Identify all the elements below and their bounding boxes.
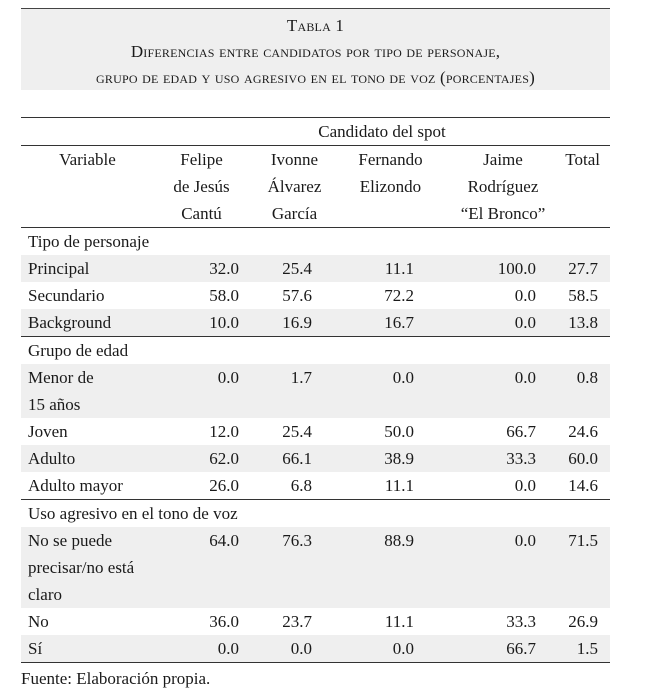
candidate-header-row [21, 146, 610, 228]
cell-value: 23.7 [282, 612, 312, 631]
section-header-row [21, 500, 610, 528]
cell-value: 16.7 [340, 309, 441, 337]
cell-value: 38.9 [340, 445, 441, 472]
cell-value: 1.7 [249, 364, 340, 418]
candidate-header: Jaime Rodríguez “El Bronco” [460, 150, 546, 223]
cell-value: 0.0 [154, 635, 249, 663]
cell-value: 0.0 [340, 635, 441, 663]
section-header-row [21, 228, 610, 256]
cell-value: 76.3 [249, 527, 340, 608]
section-title: Tipo de personaje [28, 232, 150, 251]
table-row [21, 364, 610, 418]
cell-value: 57.6 [282, 286, 312, 305]
cell-value: 26.9 [568, 612, 598, 631]
source-note: Fuente: Elaboración propia. [21, 669, 211, 688]
cell-value: 11.1 [384, 476, 414, 495]
section-header-row [21, 337, 610, 365]
table-row [21, 472, 610, 500]
cell-value: 0.0 [340, 364, 441, 418]
cell-value: 66.7 [441, 635, 565, 663]
cell-value: 0.8 [565, 364, 610, 418]
table-row [21, 608, 610, 635]
cell-value: 24.6 [568, 422, 598, 441]
table-row [21, 282, 610, 309]
table-title-line-2: grupo de edad y uso agresivo en el tono de voz (porcentajes) [96, 68, 535, 87]
cell-value: 0.0 [249, 635, 340, 663]
row-label: Menor de 15 años [21, 364, 154, 418]
cell-value: 50.0 [384, 422, 414, 441]
row-label: No [28, 612, 49, 631]
cell-value: 58.0 [209, 286, 239, 305]
row-label: No se puede precisar/no está claro [21, 527, 154, 608]
data-table [21, 117, 610, 663]
table-row [21, 418, 610, 445]
cell-value: 6.8 [290, 476, 312, 495]
variable-header: Variable [59, 150, 116, 169]
cell-value: 12.0 [209, 422, 239, 441]
table-title-block [21, 8, 610, 90]
cell-value: 11.1 [340, 255, 441, 282]
cell-value: 11.1 [384, 612, 414, 631]
cell-value: 16.9 [249, 309, 340, 337]
row-label: Adulto [21, 445, 154, 472]
cell-value: 33.3 [506, 612, 536, 631]
candidate-group-header: Candidato del spot [154, 118, 610, 146]
cell-value: 66.7 [506, 422, 536, 441]
table-row [21, 635, 610, 663]
cell-value: 25.4 [249, 255, 340, 282]
table-title-line-1: Diferencias entre candidatos por tipo de personaje, [130, 42, 501, 61]
table-body [21, 228, 610, 663]
cell-value: 25.4 [282, 422, 312, 441]
cell-value: 100.0 [441, 255, 565, 282]
cell-value: 33.3 [441, 445, 565, 472]
cell-value: 88.9 [340, 527, 441, 608]
cell-value: 27.7 [565, 255, 610, 282]
cell-value: 32.0 [154, 255, 249, 282]
group-header-row [21, 118, 610, 146]
row-label: Joven [28, 422, 68, 441]
cell-value: 72.2 [384, 286, 414, 305]
cell-value: 0.0 [514, 476, 536, 495]
table-number: Tabla 1 [286, 16, 345, 35]
candidate-header: Fernando Elizondo [358, 150, 423, 196]
cell-value: 13.8 [565, 309, 610, 337]
cell-value: 64.0 [154, 527, 249, 608]
row-label: Adulto mayor [28, 476, 123, 495]
cell-value: 0.0 [441, 364, 565, 418]
cell-value: 36.0 [209, 612, 239, 631]
table-row [21, 309, 610, 337]
cell-value: 26.0 [209, 476, 239, 495]
section-title: Grupo de edad [28, 341, 129, 360]
row-label: Secundario [28, 286, 105, 305]
cell-value: 62.0 [154, 445, 249, 472]
cell-value: 14.6 [568, 476, 598, 495]
cell-value: 71.5 [565, 527, 610, 608]
section-title: Uso agresivo en el tono de voz [28, 504, 238, 523]
row-label: Sí [21, 635, 154, 663]
total-header: Total [565, 150, 600, 169]
cell-value: 0.0 [441, 309, 565, 337]
row-label: Principal [21, 255, 154, 282]
cell-value: 0.0 [154, 364, 249, 418]
candidate-header: Ivonne Álvarez García [267, 150, 322, 223]
cell-value: 0.0 [441, 527, 565, 608]
cell-value: 66.1 [249, 445, 340, 472]
table-row [21, 527, 610, 608]
table-row [21, 445, 610, 472]
candidate-header: Felipe de Jesús Cantú [173, 150, 230, 223]
cell-value: 1.5 [565, 635, 610, 663]
cell-value: 10.0 [154, 309, 249, 337]
cell-value: 58.5 [568, 286, 598, 305]
row-label: Background [21, 309, 154, 337]
table-row [21, 255, 610, 282]
cell-value: 0.0 [514, 286, 536, 305]
cell-value: 60.0 [565, 445, 610, 472]
